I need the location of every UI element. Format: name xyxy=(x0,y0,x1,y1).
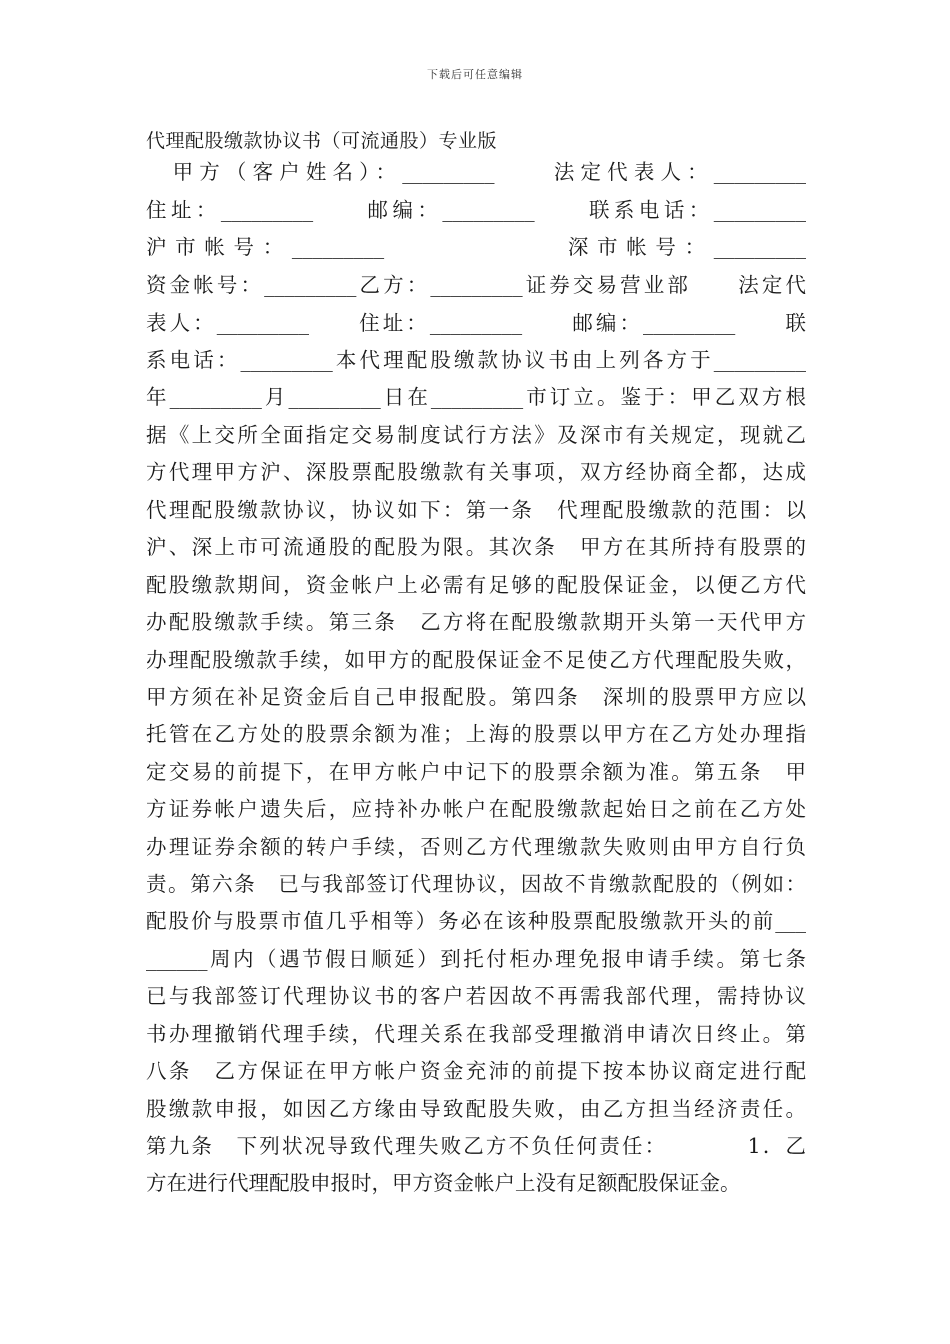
document-title: 代理配股缴款协议书（可流通股）专业版 xyxy=(146,130,498,152)
body-line: 年_________月_________日在_________市订立。鉴于：甲乙双方根 xyxy=(146,385,806,409)
body-line: 八条 乙方保证在甲方帐户资金充沛的前提下按本协议商定进行配 xyxy=(146,1059,806,1083)
body-line: 已与我部签订代理协议书的客户若因故不再需我部代理，需持协议 xyxy=(146,984,806,1008)
body-line: 方证券帐户遗失后，应持补办帐户在配股缴款起始日之前在乙方处 xyxy=(146,797,806,821)
body-line: 书办理撤销代理手续，代理关系在我部受理撤消申请次日终止。第 xyxy=(146,1022,806,1046)
body-line: 股缴款申报，如因乙方缘由导致配股失败，由乙方担当经济责任。 xyxy=(146,1097,806,1121)
body-line: 沪、深上市可流通股的配股为限。其次条 甲方在其所持有股票的 xyxy=(146,535,806,559)
body-line: 托管在乙方处的股票余额为准；上海的股票以甲方在乙方处办理指 xyxy=(146,722,806,746)
body-line: 办理配股缴款手续，如甲方的配股保证金不足使乙方代理配股失败， xyxy=(146,648,806,672)
body-line: 办配股缴款手续。第三条 乙方将在配股缴款期开头第一天代甲方 xyxy=(146,610,806,634)
body-line: 住址：_________ 邮编：_________ 联系电话：_________ xyxy=(146,198,806,222)
body-line: 定交易的前提下，在甲方帐户中记下的股票余额为准。第五条 甲 xyxy=(146,760,806,784)
body-line: 配股价与股票市值几乎相等）务必在该种股票配股缴款开头的前___ xyxy=(146,909,806,933)
body-line: 配股缴款期间，资金帐户上必需有足够的配股保证金，以便乙方代 xyxy=(146,573,806,597)
body-line: 据《上交所全面指定交易制度试行方法》及深市有关规定，现就乙 xyxy=(146,423,806,447)
body-line: 责。第六条 已与我部签订代理协议，因故不肯缴款配股的（例如： xyxy=(146,872,806,896)
body-line: 系电话：_________本代理配股缴款协议书由上列各方于_________ xyxy=(146,348,806,372)
body-line: 代理配股缴款协议，协议如下：第一条 代理配股缴款的范围：以 xyxy=(146,498,806,522)
body-line: 办理证券余额的转户手续，否则乙方代理缴款失败则由甲方自行负 xyxy=(146,835,806,859)
body-line: 表人：_________ 住址：_________ 邮编：_________ 联 xyxy=(146,311,806,335)
body-line: 方在进行代理配股申报时，甲方资金帐户上没有足额配股保证金。 xyxy=(146,1171,741,1195)
body-line: 沪市帐号：_________ 深市帐号：_________ xyxy=(146,235,806,259)
body-line: 资金帐号：_________乙方：_________证券交易营业部 法定代 xyxy=(146,273,806,297)
body-line: ______周内（遇节假日顺延）到托付柜办理免报申请手续。第七条 xyxy=(146,947,806,971)
body-line: 甲方（客户姓名）：_________ 法定代表人：_________ xyxy=(146,160,806,184)
body-line: 方代理甲方沪、深股票配股缴款有关事项，双方经协商全都，达成 xyxy=(146,460,806,484)
body-line: 甲方须在补足资金后自己申报配股。第四条 深圳的股票甲方应以 xyxy=(146,685,806,709)
header-note: 下载后可任意编辑 xyxy=(427,68,523,81)
body-line: 第九条 下列状况导致代理失败乙方不负任何责任： 1．乙 xyxy=(146,1134,806,1158)
